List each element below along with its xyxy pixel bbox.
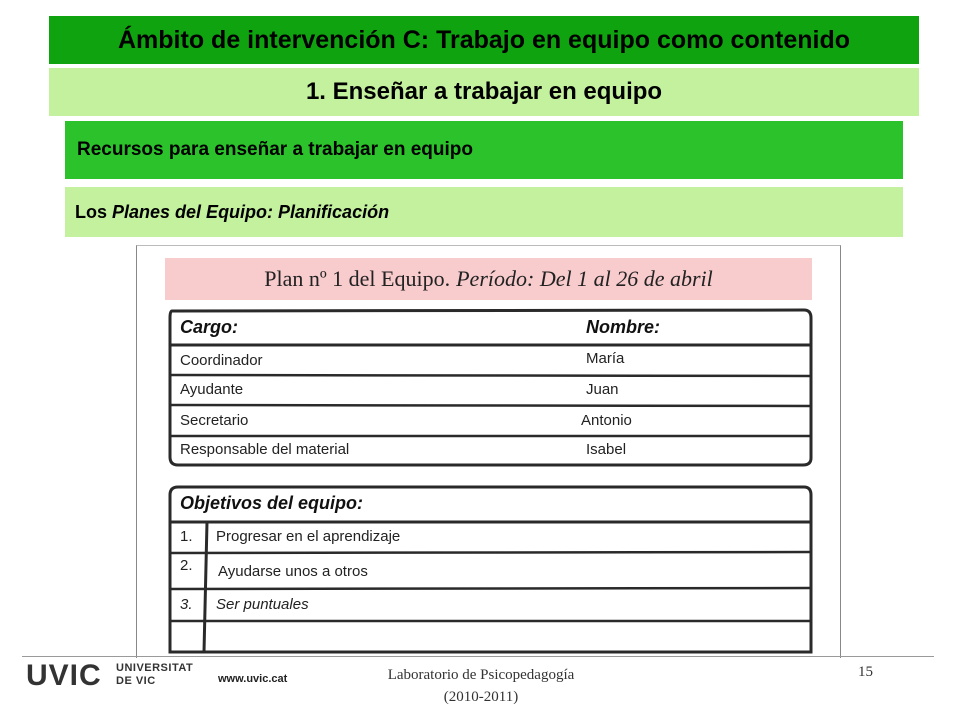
objectives-header: Objetivos del equipo: <box>180 493 364 513</box>
page-number: 15 <box>858 664 873 680</box>
topic-prefix: Los <box>75 201 113 222</box>
objectives-row-rule <box>170 552 811 553</box>
objective-text: Ser puntuales <box>216 596 309 613</box>
objectives-row-rule <box>170 588 811 589</box>
logo-line-2: DE VIC <box>116 675 156 687</box>
footer-rule <box>22 656 934 657</box>
uvic-logo <box>26 660 206 692</box>
role-cell: Ayudante <box>180 381 244 398</box>
objective-number: 3. <box>180 596 193 613</box>
logo-mark: UVIC <box>26 659 102 692</box>
subtitle: 1. Enseñar a trabajar en equipo <box>305 78 663 105</box>
cargo-header: Cargo: <box>180 317 238 337</box>
footer-year: (2010-2011) <box>443 689 519 705</box>
role-cell: Coordinador <box>180 352 263 369</box>
footer-lab-name: Laboratorio de Psicopedagogía <box>387 667 575 683</box>
name-cell: Antonio <box>581 412 632 429</box>
name-cell: Juan <box>586 381 619 398</box>
logo-line-1: UNIVERSITAT <box>116 662 194 674</box>
plan-title-normal: Plan nº 1 del Equipo. <box>264 266 451 291</box>
name-cell: Isabel <box>586 441 627 458</box>
roles-row-rule <box>170 375 811 376</box>
footer-title <box>336 664 626 708</box>
objective-number: 1. <box>180 528 193 545</box>
role-cell: Responsable del material <box>180 441 350 458</box>
objectives-number-divider <box>204 522 207 652</box>
role-cell: Secretario <box>180 412 249 429</box>
website-link[interactable]: www.uvic.cat <box>218 673 288 685</box>
objective-number: 2. <box>180 557 193 574</box>
main-title: Ámbito de intervención C: Trabajo en equipo como contenido <box>118 25 850 54</box>
topic-italic: Planes del Equipo: Planificación <box>112 201 390 222</box>
section-heading: Recursos para enseñar a trabajar en equipo <box>77 139 473 160</box>
roles-row-rule <box>170 405 811 406</box>
nombre-header: Nombre: <box>586 317 661 337</box>
objective-text: Progresar en el aprendizaje <box>216 528 401 545</box>
objective-text: Ayudarse unos a otros <box>218 563 368 580</box>
plan-title-period: Período: Del 1 al 26 de abril <box>456 266 713 291</box>
name-cell: María <box>586 350 625 367</box>
